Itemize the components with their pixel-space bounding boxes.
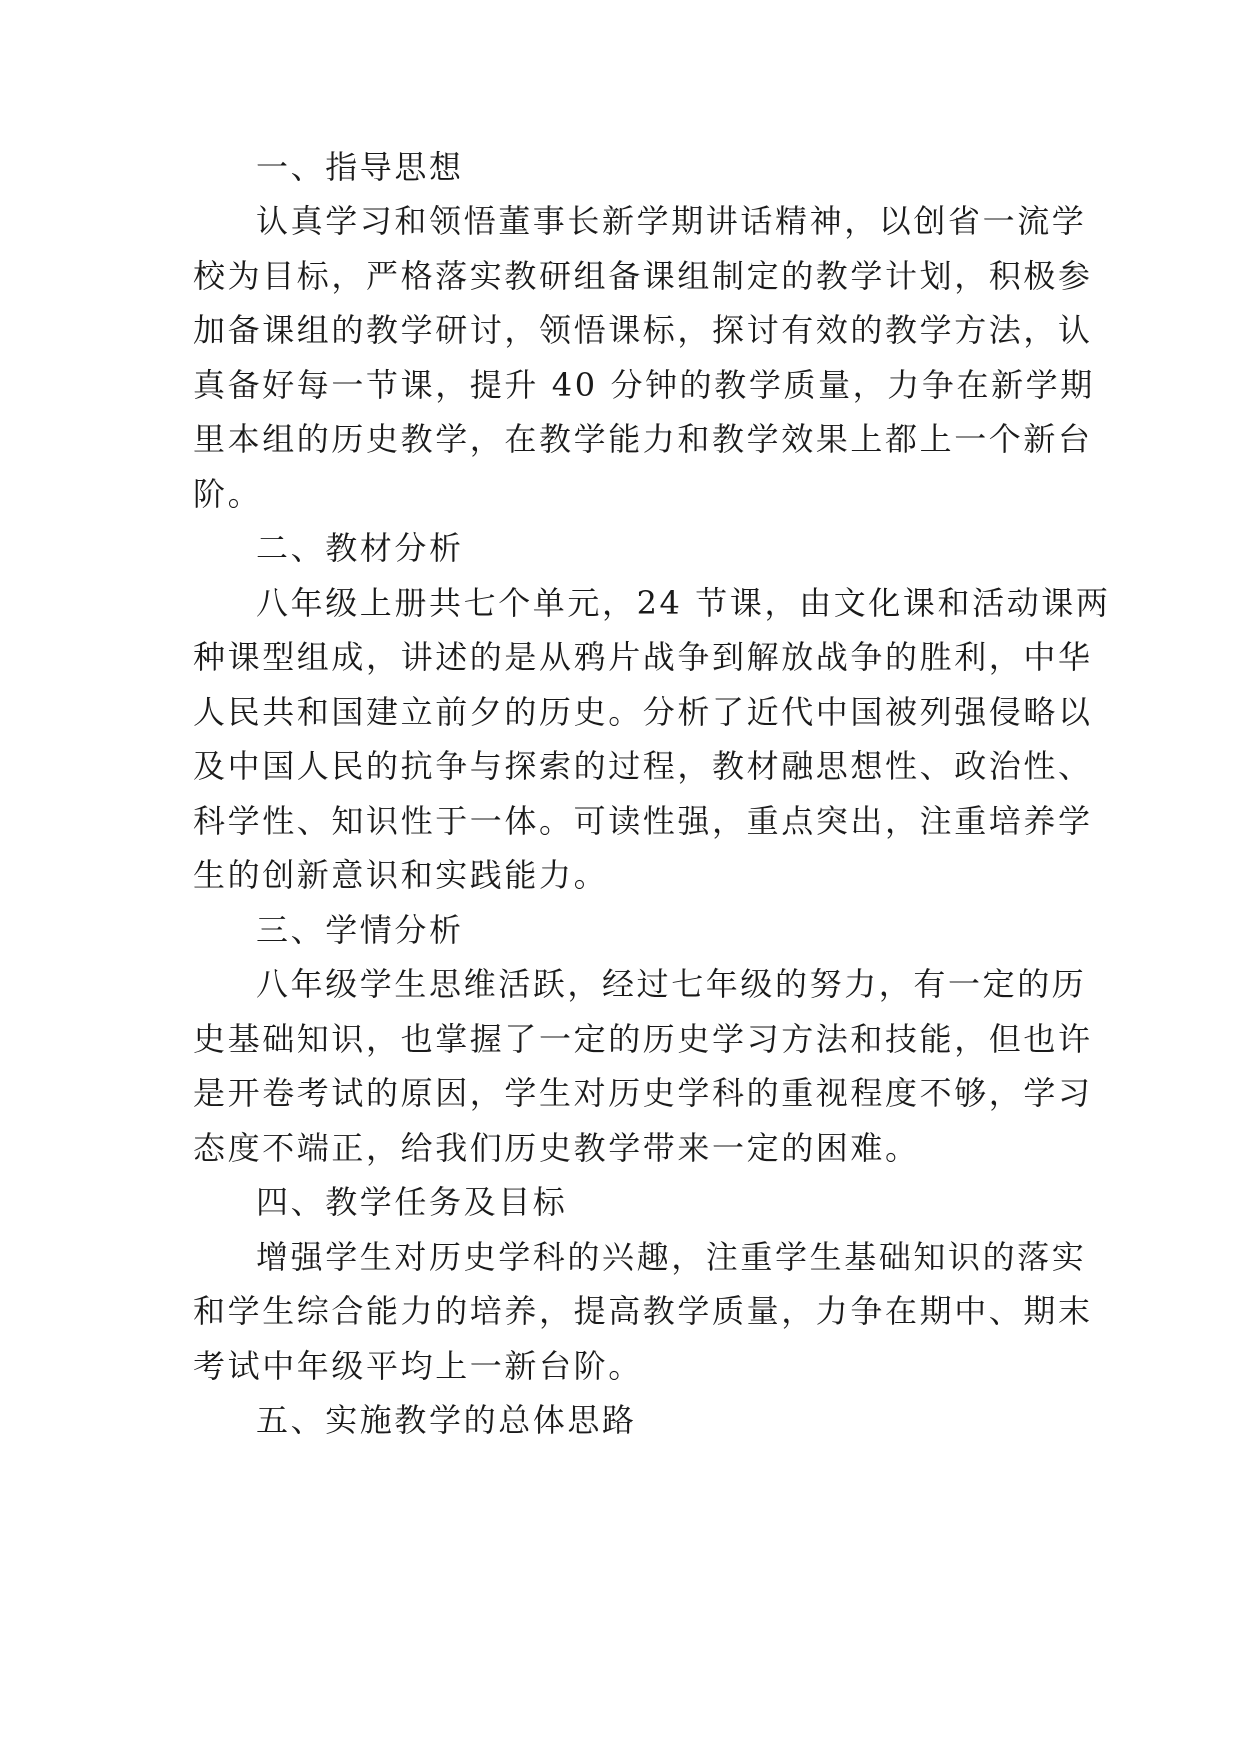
paragraph-line: 加备课组的教学研讨，领悟课标，探讨有效的教学方法，认 bbox=[193, 311, 1093, 349]
paragraph-line: 种课型组成，讲述的是从鸦片战争到解放战争的胜利，中华 bbox=[193, 638, 1093, 676]
paragraph-line: 人民共和国建立前夕的历史。分析了近代中国被列强侵略以 bbox=[193, 693, 1093, 731]
paragraph-line: 校为目标，严格落实教研组备课组制定的教学计划，积极参 bbox=[193, 257, 1093, 295]
paragraph-line: 科学性、知识性于一体。可读性强，重点突出，注重培养学 bbox=[193, 802, 1093, 840]
paragraph-line: 阶。 bbox=[193, 475, 263, 513]
paragraph-line: 增强学生对历史学科的兴趣，注重学生基础知识的落实 bbox=[256, 1238, 1087, 1276]
paragraph-line: 真备好每一节课，提升 40 分钟的教学质量，力争在新学期 bbox=[193, 366, 1095, 404]
paragraph-line: 考试中年级平均上一新台阶。 bbox=[193, 1347, 643, 1385]
paragraph-line: 生的创新意识和实践能力。 bbox=[193, 856, 609, 894]
paragraph-line: 和学生综合能力的培养，提高教学质量，力争在期中、期末 bbox=[193, 1292, 1093, 1330]
section-heading: 三、学情分析 bbox=[256, 911, 464, 949]
paragraph-line: 史基础知识，也掌握了一定的历史学习方法和技能，但也许 bbox=[193, 1020, 1093, 1058]
paragraph-line: 八年级学生思维活跃，经过七年级的努力，有一定的历 bbox=[256, 965, 1087, 1003]
section-heading: 一、指导思想 bbox=[256, 148, 464, 186]
paragraph-line: 及中国人民的抗争与探索的过程，教材融思想性、政治性、 bbox=[193, 747, 1093, 785]
section-heading: 四、教学任务及目标 bbox=[256, 1183, 568, 1221]
section-heading: 二、教材分析 bbox=[256, 529, 464, 567]
paragraph-line: 里本组的历史教学，在教学能力和教学效果上都上一个新台 bbox=[193, 420, 1093, 458]
paragraph-line: 态度不端正，给我们历史教学带来一定的困难。 bbox=[193, 1129, 920, 1167]
paragraph-line: 八年级上册共七个单元，24 节课，由文化课和活动课两 bbox=[256, 584, 1111, 622]
paragraph-line: 是开卷考试的原因，学生对历史学科的重视程度不够，学习 bbox=[193, 1074, 1093, 1112]
paragraph-line: 认真学习和领悟董事长新学期讲话精神，以创省一流学 bbox=[256, 202, 1087, 240]
section-heading: 五、实施教学的总体思路 bbox=[256, 1401, 637, 1439]
